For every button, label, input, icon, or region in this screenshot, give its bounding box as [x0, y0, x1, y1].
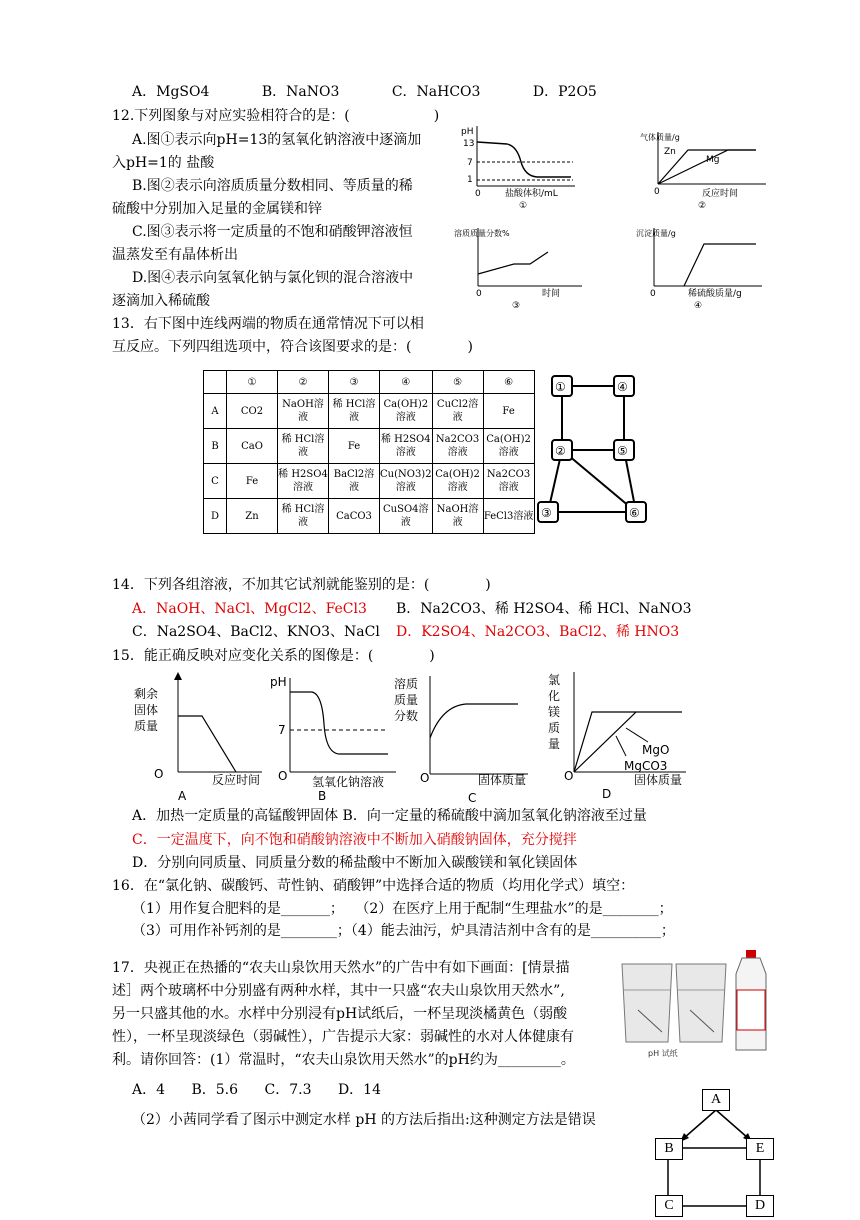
q12-option-c-line1: C.图③表示将一定质量的不饱和硝酸钾溶液恒: [132, 224, 413, 240]
q14-option-b: B．Na2CO3、稀 H2SO4、稀 HCl、NaNO3: [396, 601, 692, 617]
q15-option-d: D．分别向同质量、同质量分数的稀盐酸中不断加入碳酸镁和氧化镁固体: [132, 855, 578, 871]
figB-xlabel: 氢氧化钠溶液: [312, 775, 385, 789]
figC-xlabel: 固体质量: [478, 773, 527, 787]
fig4-curve: [684, 244, 756, 286]
q11-option-d: D．P2O5: [532, 84, 597, 100]
node-5: ⑤: [617, 444, 628, 458]
svg-text:质: 质: [548, 721, 561, 735]
node-6: ⑥: [629, 506, 640, 520]
fig2-number: ②: [698, 201, 707, 211]
q12-option-d-line1: D.图④表示向氢氧化钠与氯化钡的混合溶液中: [132, 270, 414, 286]
fig1-xlabel: 盐酸体积/mL: [505, 189, 558, 199]
q17-option-d: D．14: [337, 1082, 381, 1098]
q11-option-c: C．NaHCO3: [391, 84, 481, 100]
node-a: A: [702, 1089, 730, 1111]
figA-ylabel-1: 剩余: [134, 687, 159, 701]
q13-options-table: ① ② ③ ④ ⑤ ⑥ A CO2 NaOH溶液 稀 HCl溶液 Ca(OH)2溶液 CuCl2溶液 Fe B CaO 稀 HCl溶液 Fe 稀 H2SO4溶液 Na2CO3溶液 Ca(OH)2溶液 C Fe 稀 H2SO4溶液 BaCl2溶液 Cu(NO3)2溶液 Ca(OH)2溶液 Na2CO3溶液 D Zn 稀 HCl溶液 CaCO3 CuSO4溶液 NaOH溶液 FeCl3溶液: [203, 370, 535, 534]
q11-option-b: B．NaNO3: [261, 84, 340, 100]
fig1-tick-1: 1: [467, 175, 473, 185]
q14-option-a: A．NaOH、NaCl、MgCl2、FeCl3: [132, 601, 367, 617]
figC-tag: C: [468, 791, 477, 805]
q12-option-a-line2: 入pH=1的 盐酸: [112, 155, 215, 171]
figD-xlabel: 固体质量: [634, 773, 683, 787]
q13-row-d: D Zn 稀 HCl溶液 CaCO3 CuSO4溶液 NaOH溶液 FeCl3溶液: [204, 499, 535, 534]
fig1-ylabel: pH: [461, 127, 474, 137]
q12-figure-1: [455, 122, 585, 218]
q13-row-c: C Fe 稀 H2SO4溶液 BaCl2溶液 Cu(NO3)2溶液 Ca(OH)2溶液 Na2CO3溶液: [204, 464, 535, 499]
q12-option-d-line2: 逐滴加入稀硫酸: [112, 293, 210, 309]
glass-1: [622, 964, 672, 1042]
figB-ylabel: pH: [270, 675, 287, 689]
fig2-ylabel: 气体质量/g: [640, 133, 680, 142]
figD-mgo-label: MgO: [642, 743, 670, 757]
figD-origin: O: [564, 769, 574, 783]
q15-figure-d: [546, 668, 696, 808]
fig4-ylabel: 沉淀质量/g: [636, 229, 676, 238]
q14-stem: 14．下列各组溶液，不加其它试剂就能鉴别的是：( ): [112, 577, 491, 593]
q12-figure-2: [636, 128, 776, 218]
q16-stem: 16．在“氯化钠、碳酸钙、苛性钠、硝酸钾”中选择合适的物质（均用化学式）填空：: [112, 878, 635, 894]
figC-origin: O: [420, 771, 430, 785]
q12-option-b-line2: 硫酸中分别加入足量的金属镁和锌: [112, 201, 322, 217]
q17-line4: 性），一杯呈现淡绿色（弱碱性），广告提示大家：弱碱性的水对人体健康有: [112, 1029, 574, 1045]
q14-option-c: C．Na2SO4、BaCl2、KNO3、NaCl: [132, 624, 380, 640]
q13-stem-line2: 互反应。下列四组选项中，符合该图要求的是：( ): [112, 339, 473, 355]
figD-tag: D: [602, 787, 612, 801]
q15-figure-c: [392, 670, 542, 810]
fig4-origin: 0: [650, 289, 656, 299]
q15-figure-b: [268, 668, 404, 808]
fig1-number: ①: [519, 201, 528, 211]
fig1-origin: 0: [475, 189, 481, 199]
fig2-mg-label: Mg: [706, 155, 720, 165]
svg-text:量: 量: [548, 737, 561, 751]
q13-stem-line1: 13．右下图中连线两端的物质在通常情况下可以相: [112, 316, 424, 332]
svg-text:镁: 镁: [548, 705, 561, 719]
fig4-number: ④: [694, 301, 703, 310]
node-4: ④: [617, 380, 628, 394]
svg-text:质量: 质量: [394, 693, 419, 707]
q17-line2: 述］两个玻璃杯中分别盛有两种水样，其中一只盛“农夫山泉饮用天然水”,: [112, 983, 565, 999]
q13-row-a: A CO2 NaOH溶液 稀 HCl溶液 Ca(OH)2溶液 CuCl2溶液 Fe: [204, 394, 535, 429]
figA-origin: O: [154, 767, 164, 781]
q17-line1: 17．央视正在热播的“农夫山泉饮用天然水”的广告中有如下画面：[情景描: [112, 960, 570, 976]
svg-text:化: 化: [548, 689, 561, 703]
q11-option-a: A．MgSO4: [132, 84, 210, 100]
svg-text:氯: 氯: [548, 673, 561, 687]
svg-text:固体: 固体: [134, 703, 159, 717]
q12-option-a-line1: A.图①表示向pH=13的氢氧化钠溶液中逐滴加: [132, 132, 422, 148]
photo-caption: pH 试纸: [648, 1049, 678, 1058]
q12-figure-4: [632, 224, 772, 314]
node-2: ②: [555, 444, 566, 458]
q16-line1: （1）用作复合肥料的是_______； （2）在医疗上用于配制“生理盐水”的是________；: [132, 901, 673, 917]
node-c: C: [655, 1195, 683, 1217]
q15-option-c: C．一定温度下，向不饱和硝酸钠溶液中不断加入硝酸钠固体，充分搅拌: [132, 832, 577, 848]
q17-line3: 另一只盛其他的水。水样中分别浸有pH试纸后，一杯呈现淡橘黄色（弱酸: [112, 1006, 568, 1022]
q17-option-c: C．7.3: [264, 1082, 312, 1098]
fig1-curve: [477, 142, 571, 177]
q12-figure-3: [450, 224, 590, 314]
q15-figure-a: [132, 668, 268, 808]
svg-text:分数: 分数: [394, 709, 419, 723]
q16-line2: （3）可用作补钙剂的是________；（4）能去油污，炉具清洁剂中含有的是__________；: [132, 923, 675, 939]
node-1: ①: [555, 380, 566, 394]
glass-2: [676, 964, 726, 1042]
node-b: B: [655, 1138, 683, 1160]
node-e: E: [746, 1138, 774, 1160]
figB-tag: B: [318, 789, 327, 803]
fig1-tick-7: 7: [467, 158, 473, 168]
svg-text:溶质: 溶质: [394, 677, 419, 691]
q14-option-d: D．K2SO4、Na2CO3、BaCl2、稀 HNO3: [396, 624, 680, 640]
fig2-origin: 0: [654, 187, 660, 197]
node-3: ③: [541, 506, 552, 520]
q17-option-b: B．5.6: [191, 1082, 239, 1098]
q13-network-diagram: [536, 372, 666, 536]
q15-option-ab: A．加热一定质量的高锰酸钾固体 B．向一定量的稀硫酸中滴加氢氧化钠溶液至过量: [132, 808, 647, 824]
fig3-curve: [478, 252, 548, 274]
fig2-zn-label: Zn: [664, 147, 676, 157]
fig3-origin: 0: [476, 289, 482, 299]
fig2-xlabel: 反应时间: [702, 189, 739, 199]
fig3-xlabel: 时间: [542, 289, 561, 299]
q17-line6: （2）小茜同学看了图示中测定水样 pH 的方法后指出:这种测定方法是错误: [132, 1112, 596, 1128]
fig4-xlabel: 稀硫酸质量/g: [688, 289, 742, 299]
fig1-tick-13: 13: [463, 139, 475, 149]
q12-option-c-line2: 温蒸发至有晶体析出: [112, 247, 238, 263]
figA-xlabel: 反应时间: [212, 773, 261, 787]
node-d: D: [746, 1195, 774, 1217]
fig3-number: ③: [512, 301, 521, 310]
q17-line5: 利。请你回答：(1）常温时，“农夫山泉饮用天然水”的pH约为_________。: [112, 1052, 575, 1068]
q15-stem: 15．能正确反映对应变化关系的图像是：( ): [112, 648, 435, 664]
q17-photo: [618, 950, 778, 1064]
fig3-ylabel: 溶质质量分数%: [454, 229, 510, 238]
figA-tag: A: [178, 789, 187, 803]
figB-tick-7: 7: [278, 723, 286, 737]
figD-mgco3-label: MgCO3: [624, 759, 668, 773]
q12-option-b-line1: B.图②表示向溶质质量分数相同、等质量的稀: [132, 178, 413, 194]
q12-stem: 12.下列图象与对应实验相符合的是：( ): [112, 108, 440, 124]
q17-option-a: A．4: [132, 1082, 166, 1098]
q11-options: [132, 82, 645, 102]
svg-text:质量: 质量: [134, 719, 159, 733]
q17-options: [132, 1080, 403, 1100]
figB-origin: O: [278, 769, 288, 783]
q13-row-b: B CaO 稀 HCl溶液 Fe 稀 H2SO4溶液 Na2CO3溶液 Ca(OH)2溶液: [204, 429, 535, 464]
